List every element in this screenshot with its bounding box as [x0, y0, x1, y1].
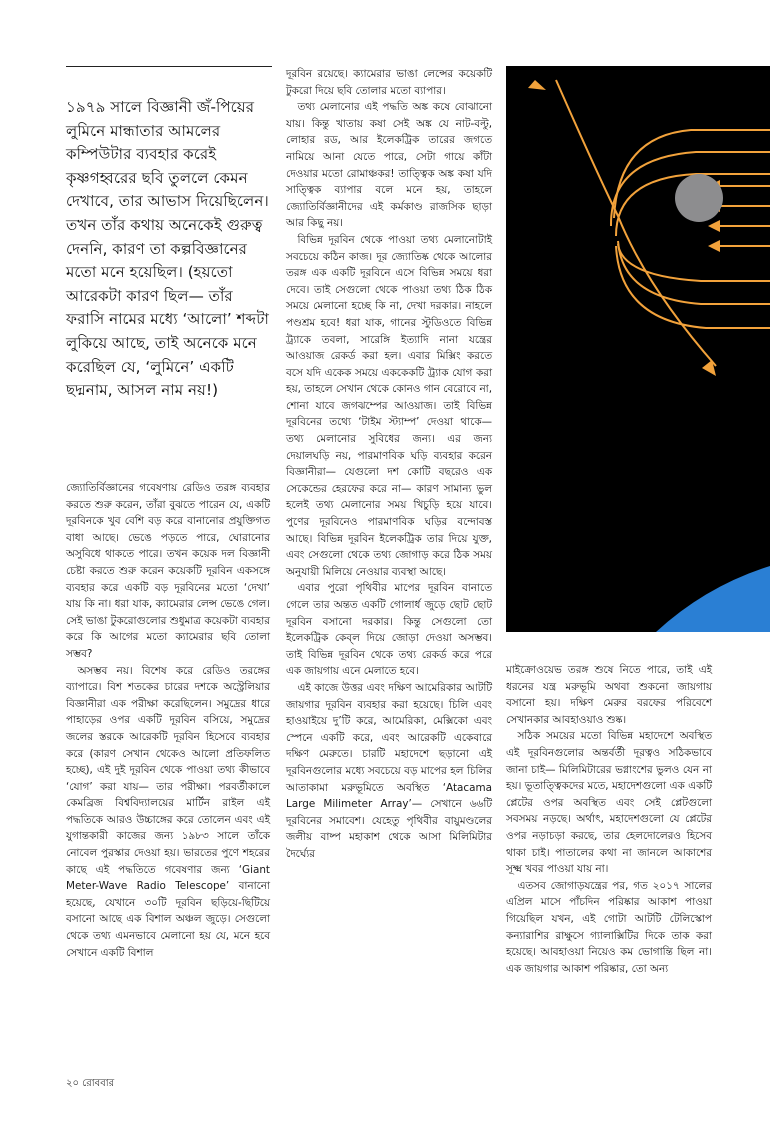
paragraph: এতসব জোগাড়যন্ত্রের পর, গত ২০১৭ সালের এপ্রিল মাসে পাঁচদিন পরিষ্কার আকাশ পাওয়া গিয়েছিল যখন, এই গোটা আটটি টেলিস্কোপ কন্যারাশির রাক্ষুসে গ্যালাক্সিটির দিকে তাক করা হয়েছে। আবহাওয়া নিয়েও কম ভোগান্তি ছিল না। এক জায়গার আকাশ পরিষ্কার, তো অন্য	[506, 879, 712, 975]
ray-path	[556, 80, 716, 366]
paragraph: এই কাজে উত্তর এবং দক্ষিণ আমেরিকার আটটি জায়গার দূরবিন ব্যবহার করা হয়েছে। চিলি এবং হাওয়াইয়ে দু’টি করে, আমেরিকা, মেক্সিকো এবং স্পেনে একটি করে, এবং আরেকটি একেবারে দক্ষিণ মেরুতে। চারটি মহাদেশে ছড়ানো এই দূরবিনগুলোর মধ্যে সবচেয়ে বড় মাপের হল চিলির আতাকামা মরুভূমিতে অবস্থিত ‘Atacama Large Milimeter Array’— সেখানে ৬৬টি দূরবিনের সমাবেশ। যেহেতু পৃথিবীর বায়ুমণ্ডলের জলীয় বাষ্প মহাকাশ থেকে আসা মিলিমিটার দৈর্ঘ্যের	[286, 681, 492, 860]
paragraph: দূরবিন রয়েছে। ক্যামেরার ভাঙা লেন্সের কয়েকটি টুকরো দিয়ে ছবি তোলার মতো ব্যাপার।	[286, 68, 492, 97]
arrowhead-icon	[708, 220, 720, 232]
light-bending-diagram	[506, 66, 770, 632]
arrowhead-icon	[708, 240, 720, 252]
article-column-2	[286, 66, 492, 863]
earth-limb-icon	[656, 566, 770, 632]
paragraph: অসম্ভব নয়। বিশেষ করে রেডিও তরঙ্গের ব্যাপারে। বিশ শতকের চারের দশকে অস্ট্রেলিয়ার বিজ্ঞানীরা এক পরীক্ষা করেছিলেন। সমুদ্রের ধারে পাহাড়ের ওপর একটি দূরবিন বসিয়ে, সমুদ্রের জলের স্তরকে আরেকটি দূরবিন হিসেবে ব্যবহার করে (কারণ সেখান থেকেও আলো প্রতিফলিত হচ্ছে), এই দুই দূরবিন থেকে পাওয়া তথ্য কীভাবে ‘যোগ’ করা যায়— তার পরীক্ষা। পরবর্তীকালে কেমব্রিজ বিশ্ববিদ্যালয়ের মার্টিন রাইল এই পদ্ধতিকে আরও উচ্চাঙ্গের করে তোলেন এবং এই যুগান্তকারী কাজের জন্য ১৯৮৩ সালে তাঁকে নোবেল পুরস্কার দেওয়া হয়। ভারতের পুণে শহরের কাছে এই পদ্ধতিতে গবেষণার জন্য ‘Giant Meter-Wave Radio Telescope’ বানানো হয়েছে, যেখানে ৩০টি দূরবিন ছড়িয়ে-ছিটিয়ে বসানো আছে এক বিশাল অঞ্চল জুড়ে। সেগুলো থেকে তথ্য এমনভাবে মেলানো হয় যে, মনে হবে সেখানে একটি বিশাল	[66, 664, 270, 959]
article-column-1	[66, 480, 270, 961]
paragraph: সঠিক সময়ের মতো বিভিন্ন মহাদেশে অবস্থিত এই দূরবিনগুলোর অন্তর্বর্তী দূরত্বও সঠিকভাবে জানা চাই— মিলিমিটারের ভগ্নাংশের ভুলও যেন না হয়। ভূতাত্ত্বিকদের মতে, মহাদেশগুলো এক একটি প্লেটের ওপর অবস্থিত এবং সেই প্লেটগুলো সবসময় নড়ছে। অর্থাৎ, মহাদেশগুলো যে প্লেটের ওপর নড়াচড়া করছে, তার হেলদোলেরও হিসেব থাকা চাই। পাতালের কথা না জানলে আকাশের সূক্ষ্ম খবর পাওয়া যায় না।	[506, 730, 712, 876]
pull-quote: ১৯৭৯ সালে বিজ্ঞানী জঁ-পিয়ের লুমিনে মান্ধাতার আমলের কম্পিউটার ব্যবহার করেই কৃষ্ণগহ্বরের ছবি তুললে কেমন দেখাবে, তার আভাস দিয়েছিলেন। তখন তাঁর কথায় অনেকেই গুরুত্ব দেননি, কারণ তা কল্পবিজ্ঞানের মতো মনে হয়েছিল। (হয়তো আরেকটা কারণ ছিল— তাঁর ফরাসি নামের মধ্যে ‘আলো’ শব্দটা লুকিয়ে আছে, তাই অনেকে মনে করেছিল যে, ‘লুমিনে’ একটি ছদ্মনাম, আসল নাম নয়!)	[66, 98, 269, 400]
paragraph: মাইক্রোওয়েভ তরঙ্গ শুষে নিতে পারে, তাই এই ধরনের যন্ত্র মরুভূমি অথবা শুকনো জায়গায় বসানো হয়। দক্ষিণ মেরুর বরফের পরিবেশে সেখানকার আবহাওয়াও শুষ্ক।	[506, 664, 712, 726]
paragraph: এবার পুরো পৃথিবীর মাপের দূরবিন বানাতে গেলে তার অন্তত একটি গোলার্ধ জুড়ে ছোট ছোট দূরবিন বসানো দরকার। কিন্তু সেগুলো তো ইলেকট্রিক কেব্‌ল দিয়ে জোড়া দেওয়া অসম্ভব। তাই বিভিন্ন দূরবিন থেকে তথ্য রেকর্ড করে পরে এক জায়গায় এনে মেলাতে হবে।	[286, 582, 492, 678]
ray-path	[618, 241, 770, 304]
pullquote-rule	[66, 66, 272, 67]
paragraph: তথ্য মেলানোর এই পদ্ধতি অঙ্ক কষে বোঝানো যায়। কিন্তু খাতায় কষা সেই অঙ্ক যে নাট-বল্টু, লোহার রড, আর ইলেকট্রিক তারের জগতে নামিয়ে আনা যেতে পারে, সেটা গায়ে কাঁটা দেওয়ার মতো রোমাঞ্চকর! তাত্ত্বিক অঙ্ক কষা যদি সাত্ত্বিক ব্যাপার বলে মনে হয়, তাহলে জ্যোতির্বিজ্ঞানীদের এই কর্মকাণ্ড রাজসিক ছাড়া আর কিছু নয়।	[286, 101, 492, 230]
black-hole-disc-icon	[675, 174, 723, 222]
light-bending-illustration	[506, 66, 770, 632]
page-folio: ২০ রোববার	[66, 1078, 115, 1089]
paragraph: জ্যোতির্বিজ্ঞানের গবেষণায় রেডিও তরঙ্গ ব্যবহার করতে শুরু করেন, তাঁরা বুঝতে পারেন যে, একটি দূরবিনকে খুব বেশি বড় করে বানানোর প্রযুক্তিগত বাধা আছে। ভেঙে পড়তে পারে, ঘোরানোর অসুবিধে থাকতে পারে। তখন কয়েক দল বিজ্ঞানী চেষ্টা করতে শুরু করেন কয়েকটি দূরবিন একসঙ্গে ব্যবহার করে একটি বড় দূরবিনের মতো ‘দেখা’ যায় কি না। ধরা যাক, ক্যামেরার লেন্স ভেঙে গেল। সেই ভাঙা টুকরোগুলোর শুধুমাত্র কয়েকটা ব্যবহার করে কি আগের মতো ক্যামেরার ছবি তোলা সম্ভব?	[66, 482, 270, 660]
arrowhead-icon	[528, 80, 546, 90]
paragraph: বিভিন্ন দূরবিন থেকে পাওয়া তথ্য মেলানোটাই সবচেয়ে কঠিন কাজ। দূর জ্যোতিষ্ক থেকে আলোর তরঙ্গ এক একটি দূরবিনে এসে বিভিন্ন সময়ে ধরা দেবে। তাই সেগুলো থেকে পাওয়া তথ্য ঠিক ঠিক সময়ে মেলানো হচ্ছে কি না, দেখা দরকার। নাহলে পণ্ডশ্রম হবে! ধরা যাক, গানের স্টুডিওতে বিভিন্ন ট্র্যাকে তবলা, সারেঙ্গি ইত্যাদি নানা যন্ত্রের আওয়াজ রেকর্ড করা হল। এবার মিক্সিং করতে বসে যদি একেক সময়ে এককেকটি ট্র্যাক যোগ করা হয়, তাহলে সেখান থেকে কোনও গান বেরোবে না, শোনা যাবে জগঝম্পের আওয়াজ। তাই বিভিন্ন দূরবিনের তথ্যে ‘টাইম স্ট্যাম্প’ দেওয়া থাকে— তথ্য মেলানোর সুবিধের জন্য। এর জন্য দেয়ালঘড়ি নয়, পারমাণবিক ঘড়ি ব্যবহার করেন বিজ্ঞানীরা— যেগুলো দশ কোটি বছরেও এক সেকেন্ডের হেরফের করে না— কারণ সামান্য ভুল হলেই তথ্য মেলানোর সময় খিচুড়ি হয়ে যাবে। পুণের দূরবিনেও পারমাণবিক ঘড়ির বন্দোবস্ত আছে। বিভিন্ন দূরবিন ইলেকট্রিক তার দিয়ে যুক্ত, এবং সেগুলো থেকে তথ্য জোগাড় করে ঠিক সময় অনুযায়ী মিলিয়ে নেওয়ার ব্যবস্থা আছে।	[286, 233, 492, 578]
article-column-3	[506, 662, 712, 977]
